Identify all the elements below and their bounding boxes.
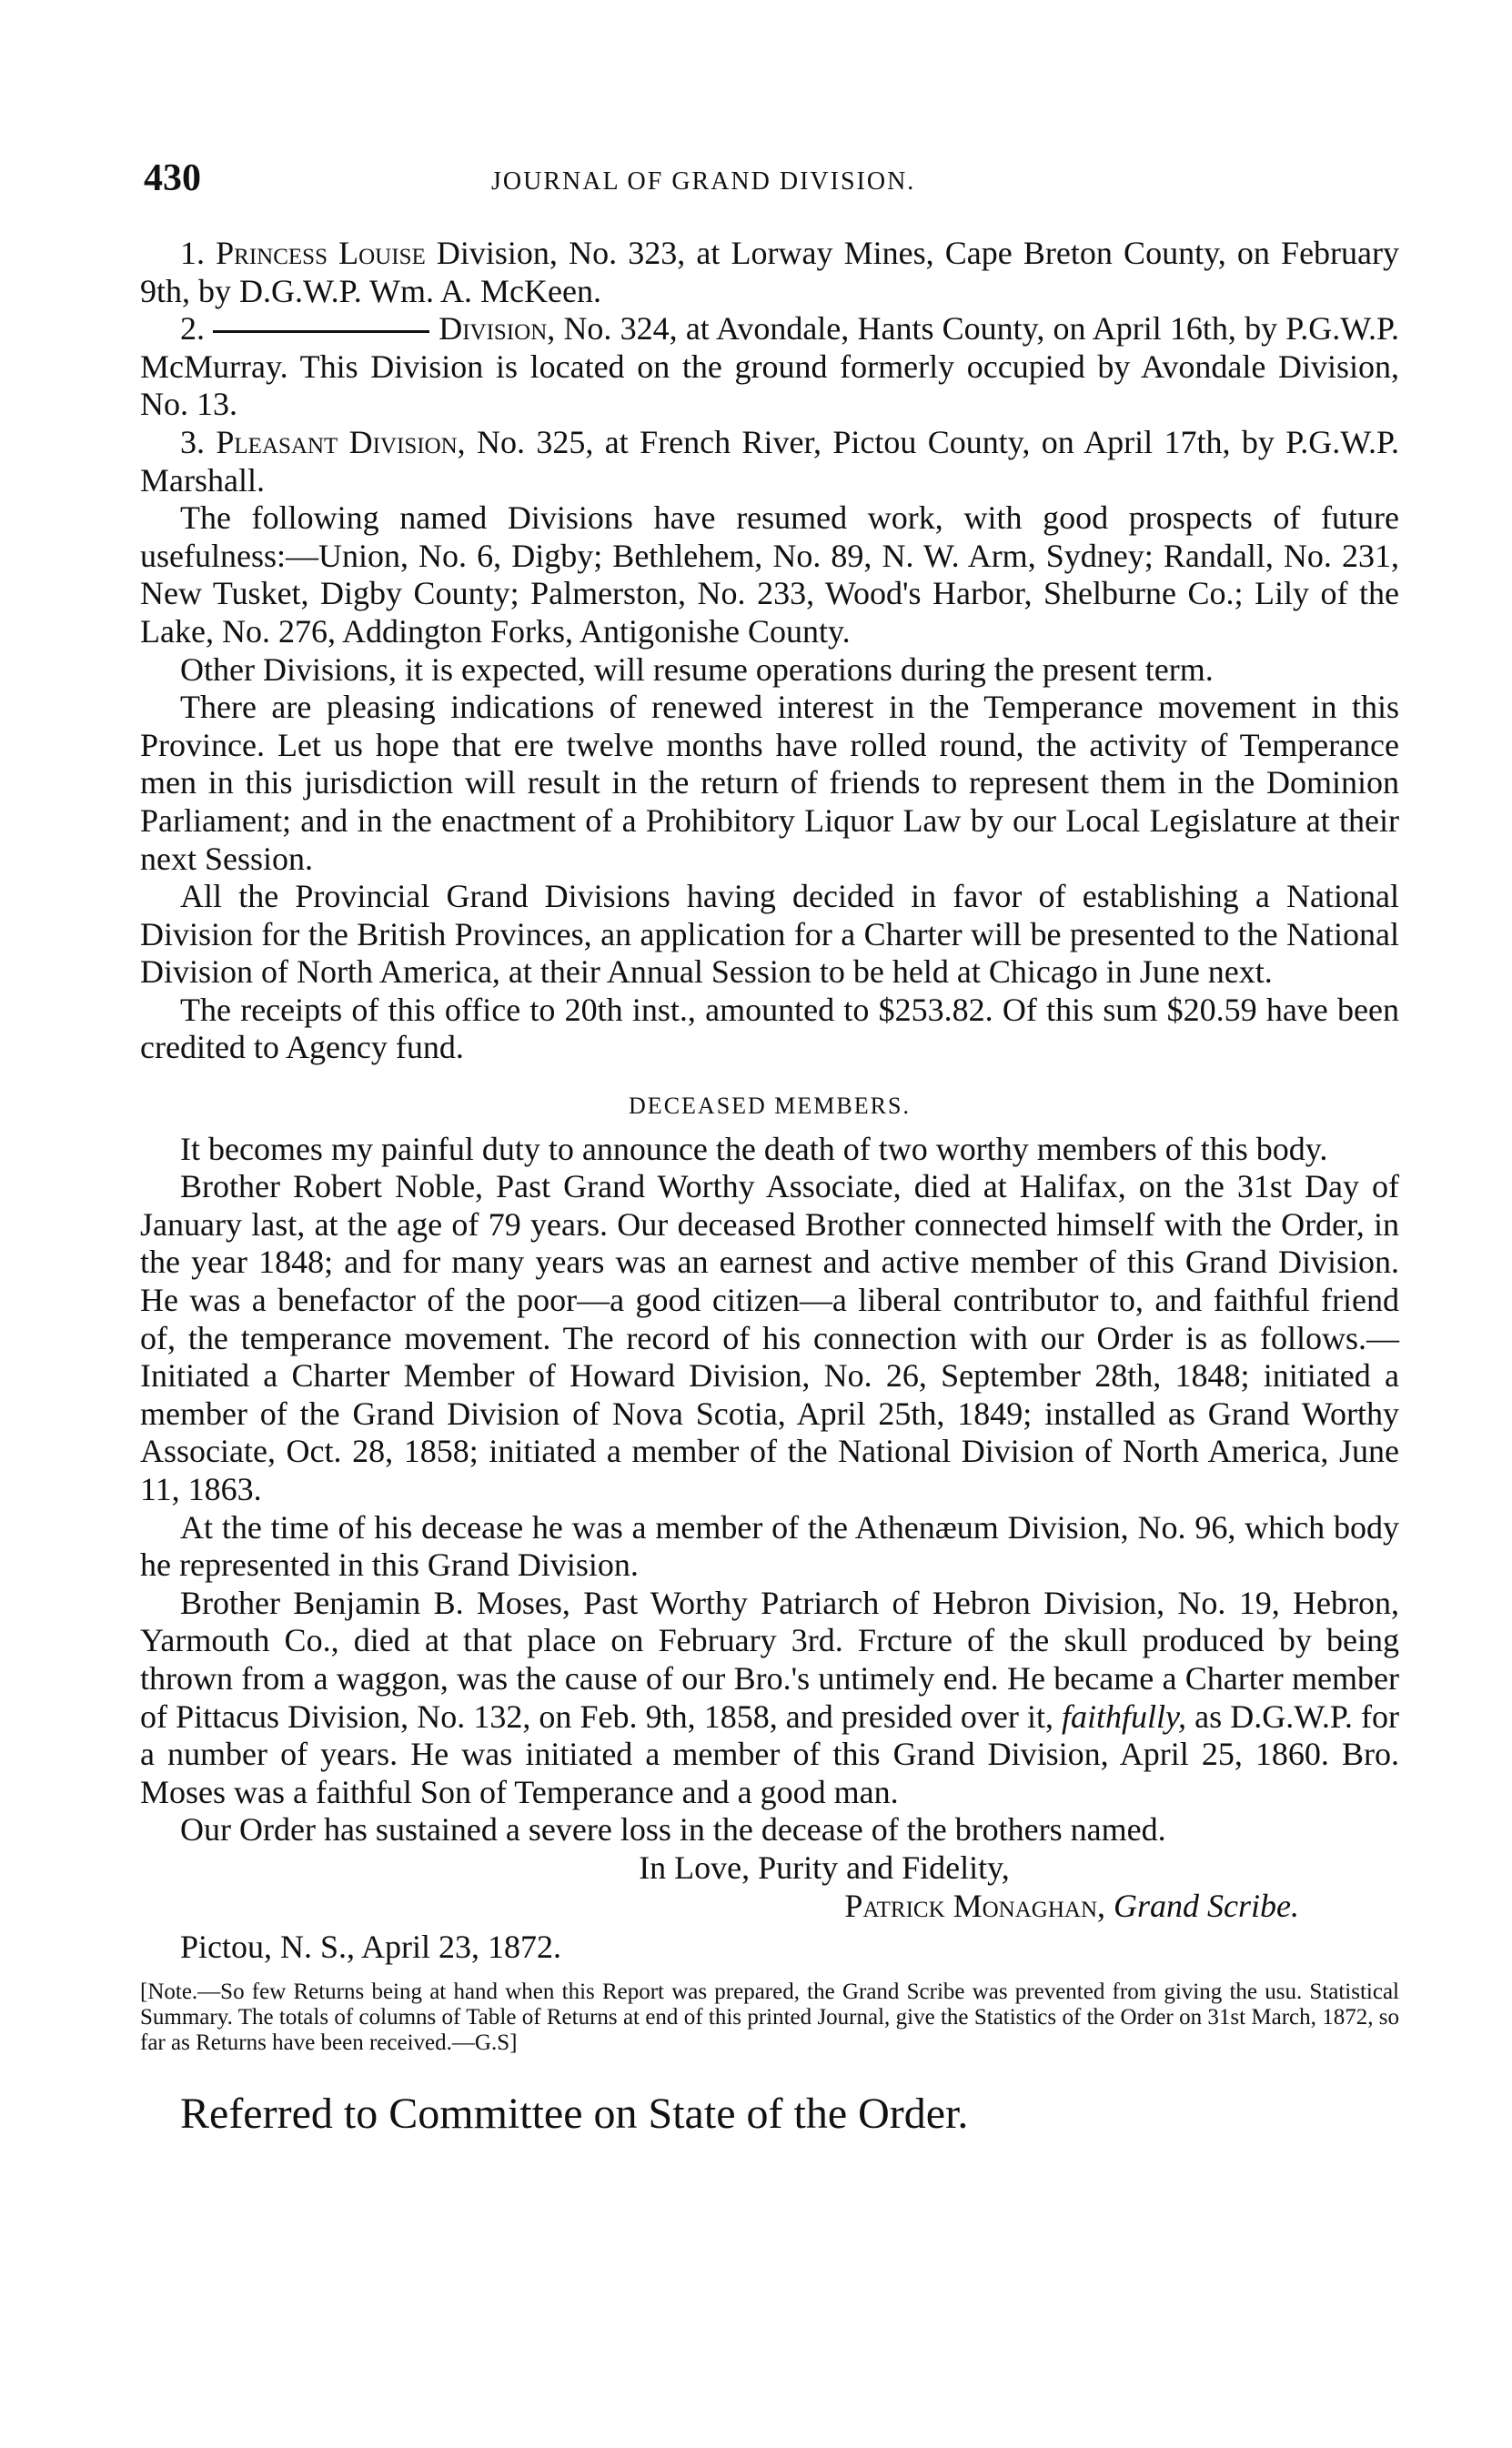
referral-line: Referred to Committee on State of the Order. (180, 2089, 969, 2138)
running-title: JOURNAL OF GRAND DIVISION. (491, 167, 916, 196)
signature-line (140, 1888, 1399, 1926)
salutation: In Love, Purity and Fidelity, (639, 1849, 1010, 1886)
division-entry-3: 3. Pleasant Division, No. 325, at French River, Pictou County, on April 17th, by P.G.W.P. Marshall. (140, 423, 1399, 499)
paragraph-benjamin-moses: Brother Benjamin B. Moses, Past Worthy Patriarch of Hebron Division, No. 19, Hebron, Yarmouth Co., died at that place on February 3rd. Frcture of the skull produced by being thrown from a waggon, was the cause of our Bro.'s untimely end. He became a Charter member of Pittacus Division, No. 132, on Feb. 9th, 1858, and presided over it, faithfully, as D.G.W.P. for a number of years. He was initiated a member of this Grand Division, April 25, 1860. Bro. Moses was a faithful Son of Temperance and a good man. (140, 1584, 1399, 1810)
division-name: Princess Louise (216, 235, 426, 271)
page-number: 430 (144, 157, 201, 199)
division-entry-2: 2. Division, No. 324, at Avondale, Hants County, on April 16th, by P.G.W.P. McMurray. This Division is located on the ground formerly occupied by Avondale Division, No. 13. (140, 310, 1400, 423)
division-entry-1: 1. Princess Louise Division, No. 323, at Lorway Mines, Cape Breton County, on February 9th, by D.G.W.P. Wm. A. McKeen. (140, 235, 1399, 309)
name-blank-rule (213, 330, 429, 333)
paragraph-deceased-intro: It becomes my painful duty to announce the death of two worthy members of this body. (180, 1130, 1328, 1167)
division-name: Division, (438, 310, 556, 348)
page-body (140, 235, 1399, 2141)
paragraph-temperance-interest: There are pleasing indications of renewed interest in the Temperance movement in this Province. Let us hope that ere twelve months have rolled round, the activity of Temperance men in this jurisdiction will result in the return of friends to represent them in the Dominion Parliament; and in the enactment of a Prohibitory Liquor Law by our Local Legislature at their next Session. (140, 689, 1399, 877)
paragraph-athenaeum: At the time of his decease he was a member of the Athenæum Division, No. 96, which body he represented in this Grand Division. (140, 1508, 1399, 1584)
paragraph-robert-noble: Brother Robert Noble, Past Grand Worthy Associate, died at Halifax, on the 31st Day of January last, at the age of 79 years. Our deceased Brother connected himself with the Order, in the year 1848; and for many years was an earnest and active member of this Grand Division. He was a benefactor of the poor—a good citizen—a liberal contributor to, and faithful friend of, the temperance movement. The record of his connection with our Order is as follows.—Initiated a Charter Member of Howard Division, No. 26, September 28th, 1848; initiated a member of the Grand Division of Nova Scotia, April 25th, 1849; installed as Grand Worthy Associate, Oct. 28, 1858; initiated a member of the National Division of North America, June 11, 1863. (140, 1168, 1399, 1507)
signer-name: Patrick Monaghan, (844, 1887, 1106, 1924)
signer-title: Grand Scribe. (1114, 1887, 1299, 1924)
paragraph-resumed-divisions: The following named Divisions have resumed work, with good prospects of future usefulness:—Union, No. 6, Digby; Bethlehem, No. 89, N. W. Arm, Sydney; Randall, No. 231, New Tusket, Digby County; Palmerston, No. 233, Wood's Harbor, Shelburne Co.; Lily of the Lake, No. 276, Addington Forks, Antigonishe County. (140, 499, 1399, 650)
paragraph-receipts: The receipts of this office to 20th inst., amounted to $253.82. Of this sum $20.59 have been credited to Agency fund. (140, 991, 1399, 1066)
paragraph-other-divisions: Other Divisions, it is expected, will resume operations during the present term. (180, 650, 1214, 688)
division-name: Pleasant Division, (216, 423, 466, 460)
section-heading: DECEASED MEMBERS. (629, 1093, 911, 1120)
place-date: Pictou, N. S., April 23, 1872. (180, 1929, 562, 1966)
paragraph-severe-loss: Our Order has sustained a severe loss in the decease of the brothers named. (180, 1811, 1166, 1849)
editor-note: [Note.—So few Returns being at hand when this Report was prepared, the Grand Scribe was prevented from giving the usu. Statistical Summary. The totals of columns of Table of Returns at end of this printed Journal, give the Statistics of the Order on 31st March, 1872, so far as Returns have been received.—G.S] (140, 1979, 1399, 2055)
paragraph-national-division: All the Provincial Grand Divisions having decided in favor of establishing a National Division for the British Provinces, an application for a Charter will be presented to the National Division of North America, at their Annual Session to be held at Chicago in June next. (140, 878, 1399, 991)
